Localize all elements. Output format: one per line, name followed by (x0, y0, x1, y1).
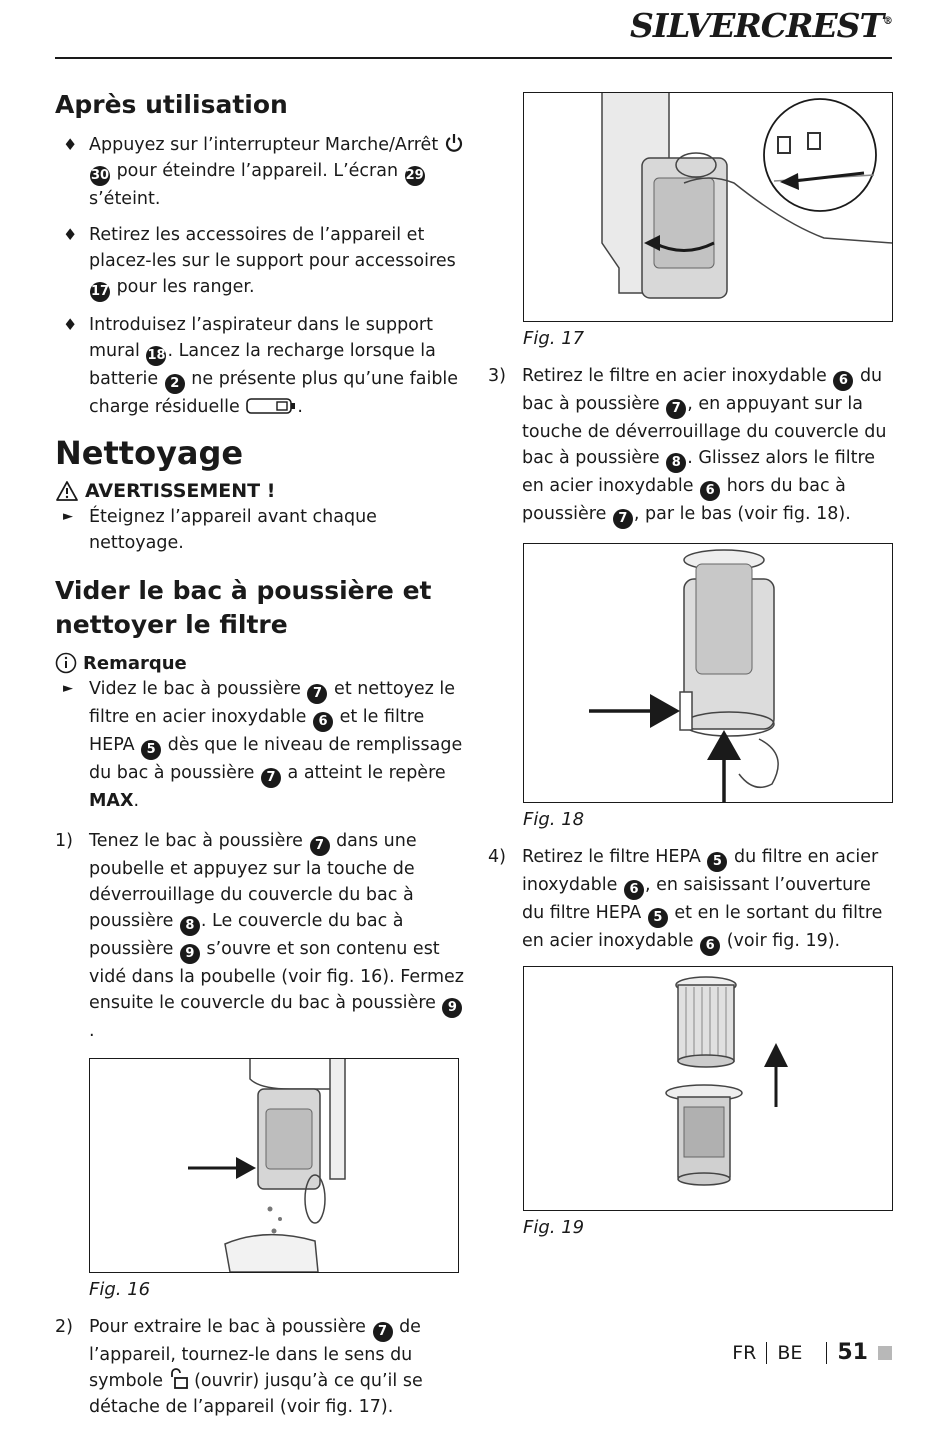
figure-18 (523, 543, 893, 803)
fig17-illustration (524, 93, 892, 321)
low-battery-icon (245, 396, 297, 416)
list-item: ♦ Appuyez sur l’interrupteur Marche/Arrêt 30 pour éteindre l’appareil. L’écran 29 s’éteint. (55, 132, 465, 212)
note-list (55, 676, 465, 814)
brand-name: SILVERCREST (630, 6, 883, 45)
section-title-apres-utilisation: Après utilisation (55, 90, 288, 119)
fig17-caption: Fig. 17 (523, 328, 585, 349)
ref-number: 5 (141, 740, 161, 760)
power-icon (444, 133, 464, 153)
ref-number: 7 (373, 1322, 393, 1342)
ref-number: 2 (165, 374, 185, 394)
footer-divider (826, 1342, 827, 1364)
page-footer (732, 1340, 892, 1365)
warning-heading (55, 480, 465, 502)
ref-number: 8 (180, 916, 200, 936)
registered-mark: ® (883, 16, 892, 27)
ref-number: 5 (648, 908, 668, 928)
list-item: ► Éteignez l’appareil avant chaque nettoyage. (55, 504, 465, 556)
ref-number: 6 (700, 936, 720, 956)
ref-number: 6 (624, 880, 644, 900)
right-column (488, 92, 893, 1252)
ref-number: 7 (666, 399, 686, 419)
unlock-icon (169, 1368, 189, 1390)
ref-number: 7 (307, 684, 327, 704)
fig16-illustration (90, 1059, 458, 1272)
list-item: ► Videz le bac à poussière 7 et nettoyez le filtre en acier inoxydable 6 et le filtre HEPA 5 dès que le niveau de remplissage du bac à poussière 7 a atteint le repère MAX. (55, 676, 465, 814)
triangle-bullet-icon: ► (63, 681, 73, 696)
ref-number: 7 (310, 836, 330, 856)
diamond-bullet-icon: ♦ (63, 135, 78, 154)
ref-number: 30 (90, 166, 110, 186)
ref-number: 6 (700, 481, 720, 501)
warning-label: AVERTISSEMENT ! (85, 480, 276, 502)
section-title-vider-bac: Vider le bac à poussière et nettoyer le filtre (55, 576, 432, 639)
country-code: BE (777, 1341, 803, 1364)
fig18-caption: Fig. 18 (523, 809, 585, 830)
ref-number: 29 (405, 166, 425, 186)
left-column (55, 88, 465, 1430)
fig16-caption: Fig. 16 (89, 1279, 151, 1300)
figure-16 (89, 1058, 459, 1273)
warning-list (55, 504, 465, 556)
step-4: 4) Retirez le filtre HEPA 5 du filtre en acier inoxydable 6 , en saisissant l’ouverture du filtre HEPA 5 et en le sortant du filtre en acier inoxydable 6 (voir fig. 19). (488, 844, 893, 956)
figure-17 (523, 92, 893, 322)
note-heading (55, 652, 465, 674)
warning-triangle-icon (55, 480, 79, 502)
ref-number: 6 (313, 712, 333, 732)
section-title-nettoyage: Nettoyage (55, 434, 244, 472)
after-use-list (55, 132, 465, 420)
language-code: FR (732, 1341, 757, 1364)
triangle-bullet-icon: ► (63, 509, 73, 524)
page-marker-square (878, 1346, 892, 1360)
list-item: ♦ Introduisez l’aspirateur dans le support mural 18 . Lancez la recharge lorsque la batterie 2 ne présente plus qu’une faible charge résiduelle . (55, 312, 465, 420)
ref-number: 7 (613, 509, 633, 529)
note-label: Remarque (83, 652, 187, 674)
brand-logo (630, 6, 892, 45)
header-rule (55, 57, 892, 59)
info-icon (55, 652, 77, 674)
ref-number: 5 (707, 852, 727, 872)
fig19-illustration (524, 967, 892, 1210)
diamond-bullet-icon: ♦ (63, 315, 78, 334)
ref-number: 6 (833, 371, 853, 391)
ref-number: 17 (90, 282, 110, 302)
list-item: ♦ Retirez les accessoires de l’appareil et placez-les sur le support pour accessoires 17 pour les ranger. (55, 222, 465, 302)
step-1: 1) Tenez le bac à poussière 7 dans une poubelle et appuyez sur la touche de déverrouillage du couvercle du bac à poussière 8 . Le couvercle du bac à poussière 9 s’ouvre et son contenu est vidé dans la poubelle (voir fig. 16). Fermez ensuite le couvercle du bac à poussière 9. (55, 831, 464, 1041)
fig19-caption: Fig. 19 (523, 1217, 585, 1238)
footer-divider (766, 1342, 767, 1364)
ref-number: 7 (261, 768, 281, 788)
ref-number: 9 (180, 944, 200, 964)
figure-19 (523, 966, 893, 1211)
ref-number: 9 (442, 998, 462, 1018)
fig18-illustration (524, 544, 892, 802)
ref-number: 8 (666, 453, 686, 473)
diamond-bullet-icon: ♦ (63, 225, 78, 244)
step-2: 2) Pour extraire le bac à poussière 7 de l’appareil, tournez-le dans le sens du symbole (ouvrir) jusqu’à ce qu’il se détache de l’appareil (voir fig. 17). (55, 1317, 423, 1417)
ref-number: 18 (146, 346, 166, 366)
page-number: 51 (837, 1340, 868, 1365)
step-3: 3) Retirez le filtre en acier inoxydable 6 du bac à poussière 7 , en appuyant sur la touche de déverrouillage du couvercle du bac à poussière 8 . Glissez alors le filtre en acier inoxydable 6 hors du bac à poussière 7 , par le bas (voir fig. 18). (488, 363, 893, 529)
